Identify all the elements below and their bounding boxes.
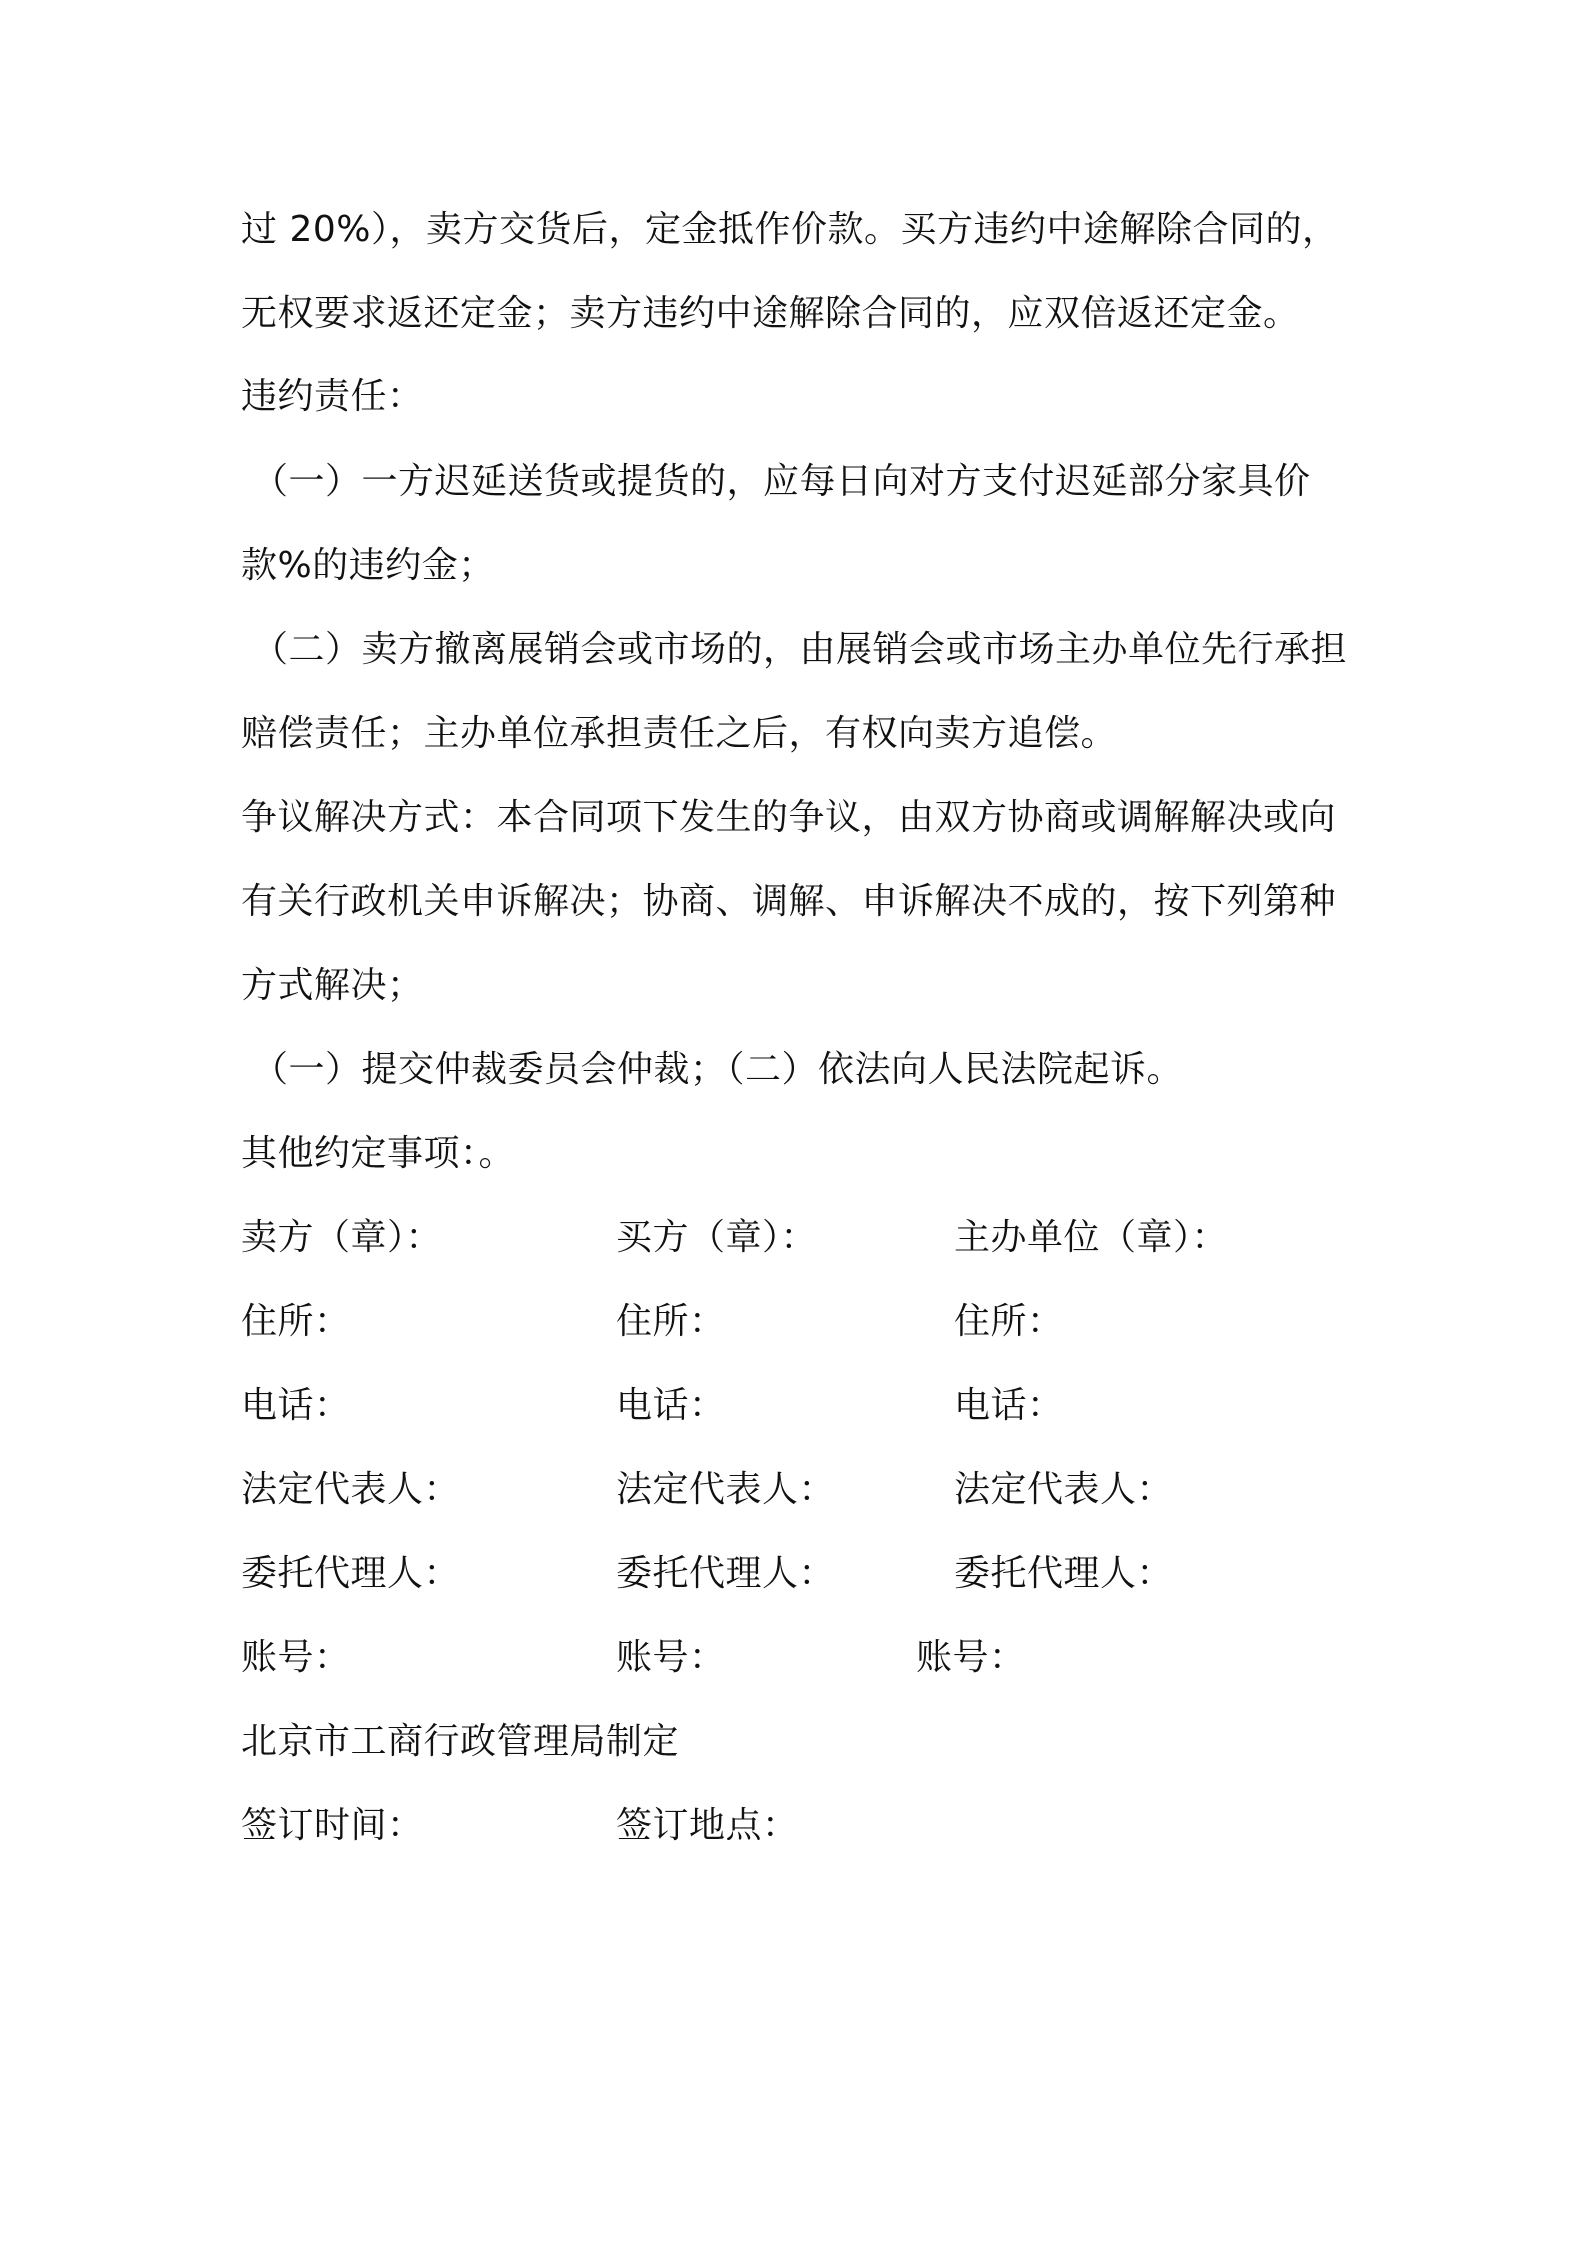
- clause-2-line-2: 赔偿责任；主办单位承担责任之后，有权向卖方追偿。: [241, 713, 1118, 754]
- dispute-resolution-line-3: 方式解决；: [241, 965, 424, 1006]
- issuer-note: 北京市工商行政管理局制定: [241, 1721, 680, 1762]
- paragraph-deposit-line-1: 过 20%），卖方交货后，定金抵作价款。买方违约中途解除合同的，: [241, 209, 1339, 250]
- signing-place-label: 签订地点：: [616, 1805, 799, 1846]
- seller-address-label: 住所：: [241, 1301, 351, 1342]
- other-matters: 其他约定事项：。: [241, 1133, 516, 1174]
- organizer-seal-label: 主办单位（章）：: [954, 1217, 1229, 1258]
- organizer-agent-label: 委托代理人：: [954, 1553, 1174, 1594]
- buyer-address-label: 住所：: [616, 1301, 726, 1342]
- seller-account-label: 账号：: [241, 1637, 351, 1678]
- dispute-options: （一）提交仲裁委员会仲裁；（二）依法向人民法院起诉。: [252, 1049, 1184, 1090]
- seller-agent-label: 委托代理人：: [241, 1553, 461, 1594]
- buyer-legal-rep-label: 法定代表人：: [616, 1469, 836, 1510]
- buyer-seal-label: 买方（章）：: [616, 1217, 818, 1258]
- signing-time-label: 签订时间：: [241, 1805, 424, 1846]
- clause-2-line-1: （二）卖方撤离展销会或市场的，由展销会或市场主办单位先行承担: [252, 629, 1348, 670]
- organizer-account-label: 账号：: [916, 1637, 1026, 1678]
- buyer-phone-label: 电话：: [616, 1385, 726, 1426]
- heading-breach-liability: 违约责任：: [241, 376, 424, 417]
- buyer-account-label: 账号：: [616, 1637, 726, 1678]
- dispute-resolution-line-2: 有关行政机关申诉解决；协商、调解、申诉解决不成的，按下列第种: [241, 881, 1337, 922]
- clause-1-line-1: （一）一方迟延送货或提货的，应每日向对方支付迟延部分家具价: [252, 461, 1311, 502]
- seller-phone-label: 电话：: [241, 1385, 351, 1426]
- clause-1-line-2: 款%的违约金；: [241, 545, 495, 586]
- seller-legal-rep-label: 法定代表人：: [241, 1469, 461, 1510]
- seller-seal-label: 卖方（章）：: [241, 1217, 443, 1258]
- organizer-legal-rep-label: 法定代表人：: [954, 1469, 1174, 1510]
- organizer-phone-label: 电话：: [954, 1385, 1064, 1426]
- paragraph-deposit-line-2: 无权要求返还定金；卖方违约中途解除合同的，应双倍返还定金。: [241, 293, 1300, 334]
- buyer-agent-label: 委托代理人：: [616, 1553, 836, 1594]
- organizer-address-label: 住所：: [954, 1301, 1064, 1342]
- dispute-resolution-line-1: 争议解决方式：本合同项下发生的争议，由双方协商或调解解决或向: [241, 797, 1337, 838]
